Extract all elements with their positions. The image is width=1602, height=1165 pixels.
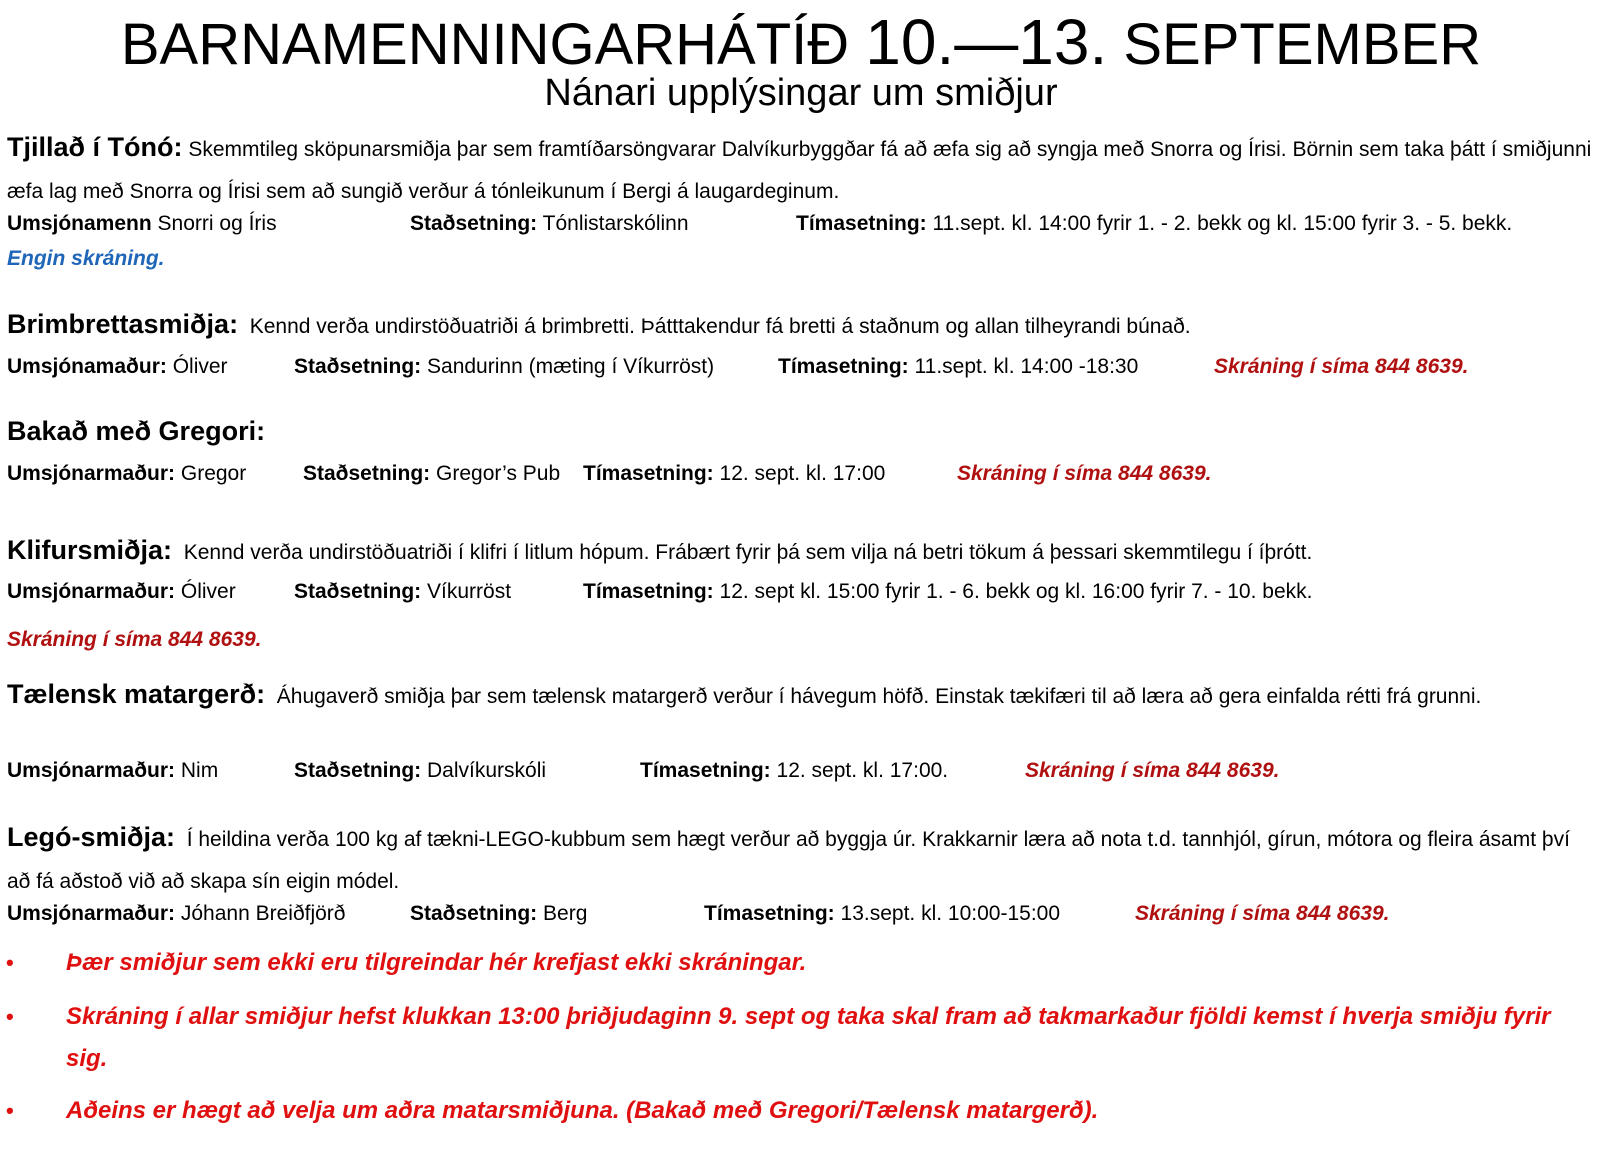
workshop-location: Staðsetning: Berg xyxy=(410,902,588,925)
workshop-location: Staðsetning: Dalvíkurskóli xyxy=(294,759,547,782)
title-dates: 10.—13. xyxy=(865,6,1108,78)
workshop-time: Tímasetning: 11.sept. kl. 14:00 -18:30 xyxy=(778,355,1139,378)
workshop-heading: Legó-smiðja: xyxy=(7,822,176,852)
note-text: Skráning í allar smiðjur hefst klukkan 13:00 þriðjudaginn 9. sept og taka skal fram að takmarkaður fjöldi kemst í hverja smiðju fyrir sig. xyxy=(66,1003,1551,1072)
workshop-description: Skemmtileg sköpunarsmiðja þar sem framtíðarsöngvarar Dalvíkurbyggðar fá að æfa sig að syngja með Snorra og Írisi. Börnin sem taka þátt í smiðjunni æfa lag með Snorra og Írisi sem að sungið verður á tónleikunum í Bergi á laugardeginum. xyxy=(7,138,1592,203)
workshop-heading: Tælensk matargerð: xyxy=(7,679,266,709)
workshop-time: Tímasetning: 12. sept kl. 15:00 fyrir 1. - 6. bekk og kl. 16:00 fyrir 7. - 10. bekk. xyxy=(583,580,1313,603)
workshop-time: Tímasetning: 13.sept. kl. 10:00-15:00 xyxy=(704,902,1061,925)
no-registration-note: Engin skráning. xyxy=(7,247,165,270)
workshop-manager: Umsjónarmaður: Nim xyxy=(7,759,219,782)
workshop-manager: Umsjónamaður: Óliver xyxy=(7,355,228,378)
workshop-manager: Umsjónarmaður: Gregor xyxy=(7,462,247,485)
registration-phone: Skráning í síma 844 8639. xyxy=(1135,902,1390,925)
registration-phone: Skráning í síma 844 8639. xyxy=(1025,759,1280,782)
workshop-heading: Brimbrettasmiðja: xyxy=(7,309,239,339)
bullet-dot: • xyxy=(6,1004,14,1029)
bullet-dot: • xyxy=(6,1098,14,1123)
registration-phone: Skráning í síma 844 8639. xyxy=(957,462,1212,485)
page-subtitle: Nánari upplýsingar um smiðjur xyxy=(544,72,1058,114)
workshop-time: Tímasetning: 12. sept. kl. 17:00. xyxy=(640,759,949,782)
note-text: Þær smiðjur sem ekki eru tilgreindar hér krefjast ekki skráningar. xyxy=(66,949,807,976)
workshop-heading: Tjillað í Tónó: xyxy=(7,132,183,162)
workshop-time: Tímasetning: 12. sept. kl. 17:00 xyxy=(583,462,886,485)
registration-phone: Skráning í síma 844 8639. xyxy=(1214,355,1469,378)
workshop-heading: Bakað með Gregori: xyxy=(7,416,266,446)
workshop-manager: Umsjónarmaður: Jóhann Breiðfjörð xyxy=(7,902,346,925)
bullet-dot: • xyxy=(6,950,14,975)
workshop-description: Kennd verða undirstöðuatriði í klifri í litlum hópum. Frábært fyrir þá sem vilja ná betri tökum á þessari skemmtilegu í íþrótt. xyxy=(183,541,1313,564)
workshop-location: Staðsetning: Gregor’s Pub xyxy=(303,462,561,485)
workshop-location: Staðsetning: Sandurinn (mæting í Víkurröst) xyxy=(294,355,715,378)
workshop-description: Í heildina verða 100 kg af tækni-LEGO-kubbum sem hægt verður að byggja úr. Krakkarnir læra að nota t.d. tannhjól, gírun, mótora og fleira ásamt því að fá aðstoð við að skapa sín eigin módel. xyxy=(7,828,1570,893)
workshop-manager: Umsjónarmaður: Óliver xyxy=(7,580,236,603)
title-month: SEPTEMBER xyxy=(1123,12,1482,77)
workshop-location: Staðsetning: Víkurröst xyxy=(294,580,512,603)
workshop-heading: Klifursmiðja: xyxy=(7,535,173,565)
registration-phone: Skráning í síma 844 8639. xyxy=(7,628,262,651)
workshop-description: Áhugaverð smiðja þar sem tælensk matargerð verður í hávegum höfð. Einstak tækifæri til að læra að gera einfalda rétti frá grunni. xyxy=(276,685,1482,708)
title-festival-name: BARNAMENNINGARHÁTÍÐ xyxy=(120,12,850,77)
workshop-location: Staðsetning: Tónlistarskólinn xyxy=(410,212,689,235)
workshop-description: Kennd verða undirstöðuatriði á brimbretti. Þátttakendur fá bretti á staðnum og allan tilheyrandi búnað. xyxy=(249,315,1191,338)
note-text: Aðeins er hægt að velja um aðra matarsmiðjuna. (Bakað með Gregori/Tælensk matargerð). xyxy=(66,1097,1099,1124)
workshop-manager: Umsjónamenn Snorri og Íris xyxy=(7,212,277,235)
workshop-time: Tímasetning: 11.sept. kl. 14:00 fyrir 1. - 2. bekk og kl. 15:00 fyrir 3. - 5. bekk. xyxy=(796,212,1513,235)
